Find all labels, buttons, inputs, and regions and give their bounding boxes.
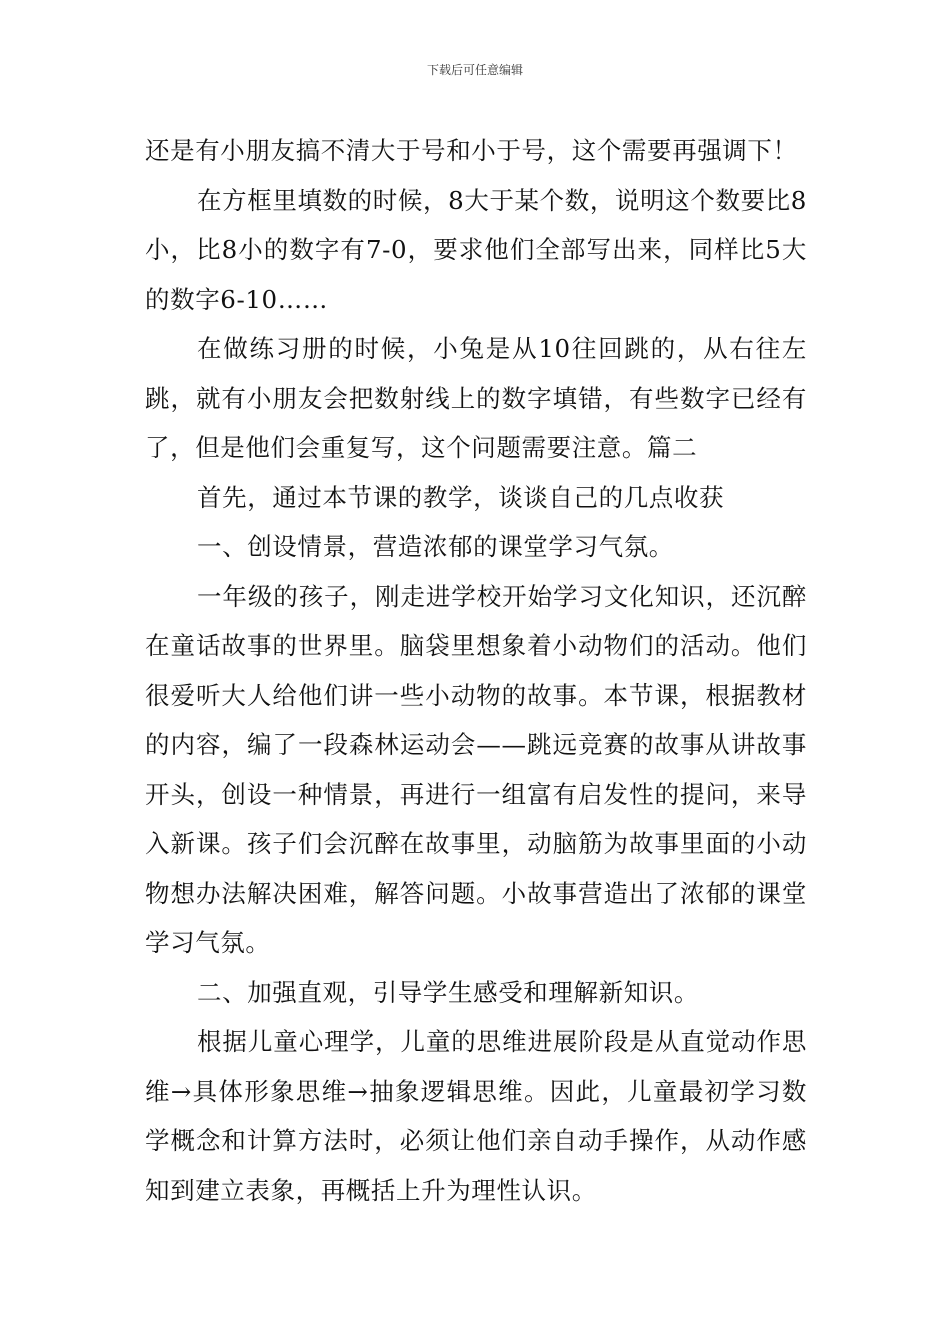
paragraph: 在做练习册的时候，小兔是从10往回跳的，从右往左跳，就有小朋友会把数射线上的数字填错，有些数字已经有了，但是他们会重复写，这个问题需要注意。篇二: [145, 334, 807, 462]
document-body: [145, 126, 807, 1215]
paragraph: 一年级的孩子，刚走进学校开始学习文化知识，还沉醉在童话故事的世界里。脑袋里想象着小动物们的活动。他们很爱听大人给他们讲一些小动物的故事。本节课，根据教材的内容，编了一段森林运动会——跳远竞赛的故事从讲故事开头，创设一种情景，再进行一组富有启发性的提问，来导入新课。孩子们会沉醉在故事里，动脑筋为故事里面的小动物想办法解决困难，解答问题。小故事营造出了浓郁的课堂学习气氛。: [145, 581, 807, 957]
section-heading: 二、加强直观，引导学生感受和理解新知识。: [197, 977, 699, 1007]
paragraph: 在方框里填数的时候，8大于某个数，说明这个数要比8小，比8小的数字有7-0，要求他们全部写出来，同样比5大的数字6-10……: [145, 185, 807, 314]
paragraph: 还是有小朋友搞不清大于号和小于号，这个需要再强调下！: [145, 136, 798, 165]
paragraph: 根据儿童心理学，儿童的思维进展阶段是从直觉动作思维→具体形象思维→抽象逻辑思维。因此，儿童最初学习数学概念和计算方法时，必须让他们亲自动手操作，从动作感知到建立表象，再概括上升为理性认识。: [145, 1027, 807, 1205]
page-header: 下载后可任意编辑: [426, 63, 523, 77]
paragraph: 首先，通过本节课的教学，谈谈自己的几点收获: [197, 482, 725, 512]
section-heading: 一、创设情景，营造浓郁的课堂学习气氛。: [197, 532, 674, 561]
